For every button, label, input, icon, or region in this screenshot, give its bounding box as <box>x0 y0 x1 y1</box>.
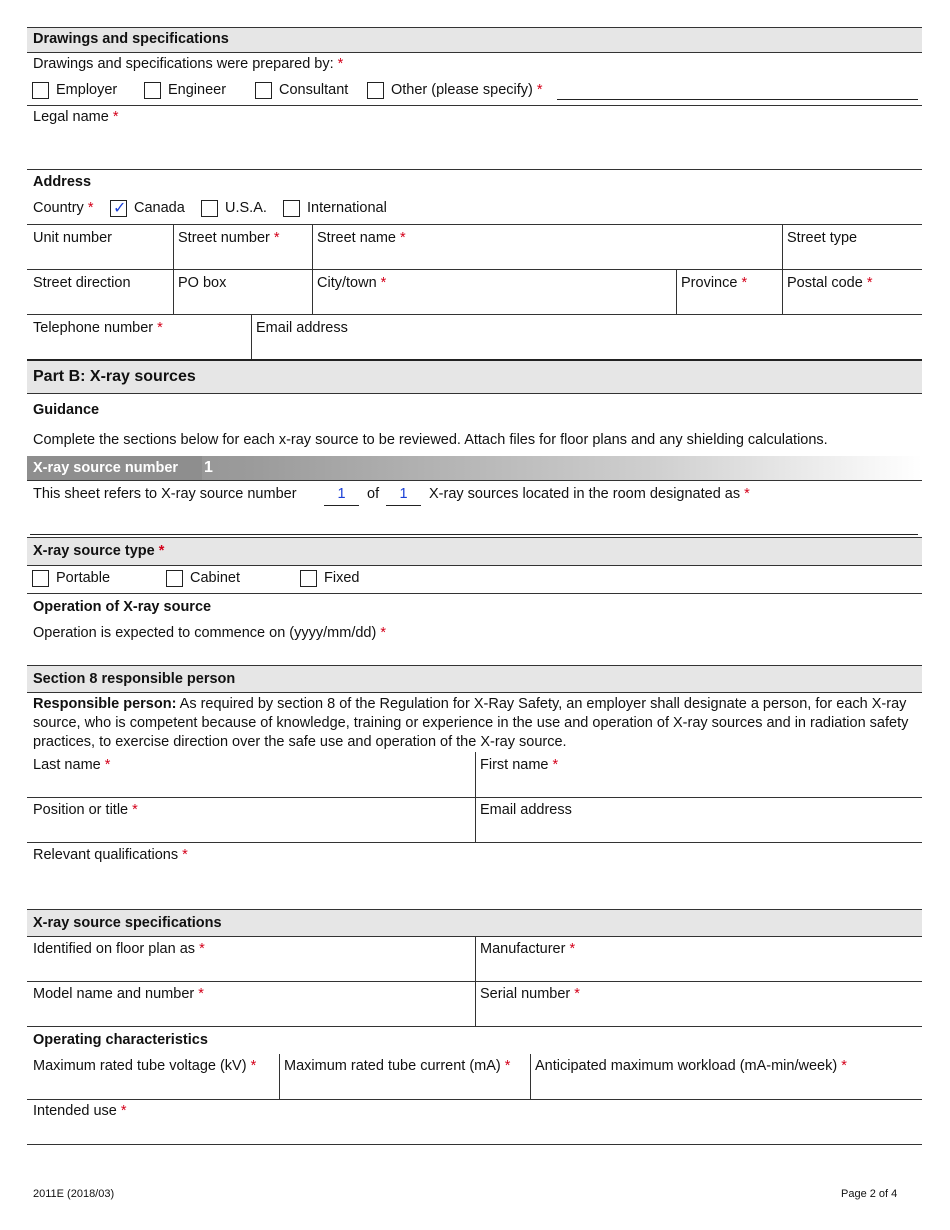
divider <box>27 1144 922 1145</box>
model-field[interactable]: Model name and number * <box>33 986 204 1002</box>
position-field[interactable]: Position or title * <box>33 802 138 818</box>
engineer-checkbox[interactable] <box>144 82 161 99</box>
usa-checkbox[interactable] <box>201 200 218 217</box>
divider <box>27 842 922 843</box>
unit-number-field[interactable]: Unit number <box>33 230 112 246</box>
divider <box>27 393 922 394</box>
divider <box>27 52 922 53</box>
country-label: Country * <box>33 200 94 216</box>
guidance-heading: Guidance <box>33 402 100 418</box>
divider <box>27 224 922 225</box>
divider <box>27 1026 922 1027</box>
consultant-checkbox[interactable] <box>255 82 272 99</box>
engineer-label: Engineer <box>168 82 227 98</box>
divider <box>27 593 922 594</box>
divider <box>27 797 922 798</box>
operation-heading: Operation of X-ray source <box>33 599 212 615</box>
source-number-bar <box>27 456 922 480</box>
source-type-heading: X-ray source type * <box>33 543 165 559</box>
qualifications-input[interactable] <box>27 867 922 909</box>
employer-checkbox[interactable] <box>32 82 49 99</box>
commence-date-input[interactable] <box>27 644 922 665</box>
divider <box>27 480 922 481</box>
legal-name-input[interactable] <box>27 127 922 169</box>
divider <box>27 169 922 170</box>
manufacturer-field[interactable]: Manufacturer * <box>480 941 576 957</box>
form-id: 2011E (2018/03) <box>33 1188 115 1200</box>
po-box-field[interactable]: PO box <box>178 275 227 291</box>
divider <box>279 1054 280 1099</box>
divider <box>27 692 922 693</box>
room-designation-input[interactable] <box>30 516 918 535</box>
responsible-intro: Responsible person: As required by section 8 of the Regulation for X-Ray Safety, an employer shall designate a person, for each X-ray source, who is competent because of knowledge, training or experience in the use and operation of X-ray sources and in radiation safety practices, to exercise direction over the safe use and operation of the X-ray source. <box>33 696 909 750</box>
divider <box>312 224 313 269</box>
max-voltage-field[interactable]: Maximum rated tube voltage (kV) * <box>33 1058 257 1074</box>
street-number-field[interactable]: Street number * <box>178 230 280 246</box>
employer-label: Employer <box>56 82 118 98</box>
street-direction-field[interactable]: Street direction <box>33 275 131 291</box>
serial-field[interactable]: Serial number * <box>480 986 580 1002</box>
max-current-field[interactable]: Maximum rated tube current (mA) * <box>284 1058 511 1074</box>
divider <box>173 269 174 314</box>
workload-field[interactable]: Anticipated maximum workload (mA-min/week) * <box>535 1058 847 1074</box>
divider <box>530 1054 531 1099</box>
international-label: International <box>307 200 387 216</box>
canada-label: Canada <box>134 200 185 216</box>
divider <box>27 314 922 315</box>
operating-heading: Operating characteristics <box>33 1032 208 1048</box>
fixed-checkbox[interactable] <box>300 570 317 587</box>
city-town-field[interactable]: City/town * <box>317 275 387 291</box>
international-checkbox[interactable] <box>283 200 300 217</box>
divider <box>27 565 922 566</box>
postal-code-field[interactable]: Postal code * <box>787 275 873 291</box>
page-number: Page 2 of 4 <box>841 1188 898 1200</box>
cabinet-label: Cabinet <box>190 570 240 586</box>
divider <box>27 105 922 106</box>
divider <box>173 224 174 269</box>
consultant-label: Consultant <box>279 82 349 98</box>
canada-checkbox[interactable] <box>110 200 127 217</box>
part-b-heading: Part B: X-ray sources <box>33 368 196 385</box>
usa-label: U.S.A. <box>225 200 267 216</box>
floor-plan-field[interactable]: Identified on floor plan as * <box>33 941 205 957</box>
source-number-input-value: 1 <box>337 486 346 502</box>
other-specify-input[interactable] <box>557 83 918 100</box>
divider <box>312 269 313 314</box>
source-number-label: X-ray source number <box>27 456 202 480</box>
prepared-by-label: Drawings and specifications were prepared by: * <box>33 56 344 72</box>
other-checkbox[interactable] <box>367 82 384 99</box>
qualifications-label: Relevant qualifications * <box>33 847 188 863</box>
divider <box>251 314 252 359</box>
commence-date-label: Operation is expected to commence on (yyyy/mm/dd) * <box>33 625 386 641</box>
legal-name-label: Legal name * <box>33 109 119 125</box>
address-heading: Address <box>33 174 92 190</box>
portable-checkbox[interactable] <box>32 570 49 587</box>
responsible-email-field[interactable]: Email address <box>480 802 572 818</box>
telephone-field[interactable]: Telephone number * <box>33 320 163 336</box>
portable-label: Portable <box>56 570 111 586</box>
other-label: Other (please specify) * <box>391 82 543 98</box>
divider <box>676 269 677 314</box>
source-number-value: 1 <box>204 459 213 476</box>
first-name-field[interactable]: First name * <box>480 757 559 773</box>
specs-heading: X-ray source specifications <box>33 915 222 931</box>
divider <box>27 1099 922 1100</box>
street-name-field[interactable]: Street name * <box>317 230 406 246</box>
sheet-refers-text: This sheet refers to X-ray source number <box>33 486 297 502</box>
fixed-label: Fixed <box>324 570 360 586</box>
total-sources-input-value: 1 <box>399 486 408 502</box>
cabinet-checkbox[interactable] <box>166 570 183 587</box>
divider <box>27 269 922 270</box>
province-field[interactable]: Province * <box>681 275 748 291</box>
room-designated-label: X-ray sources located in the room designated as * <box>429 486 750 502</box>
last-name-field[interactable]: Last name * <box>33 757 111 773</box>
intended-use-field[interactable]: Intended use * <box>33 1103 127 1119</box>
divider <box>27 981 922 982</box>
responsible-heading: Section 8 responsible person <box>33 671 236 687</box>
of-text: of <box>367 486 380 502</box>
guidance-text: Complete the sections below for each x-ray source to be reviewed. Attach files for floor plans and any shielding calculations. <box>33 432 828 448</box>
drawings-heading: Drawings and specifications <box>33 31 229 47</box>
email-field[interactable]: Email address <box>256 320 348 336</box>
street-type-field[interactable]: Street type <box>787 230 858 246</box>
